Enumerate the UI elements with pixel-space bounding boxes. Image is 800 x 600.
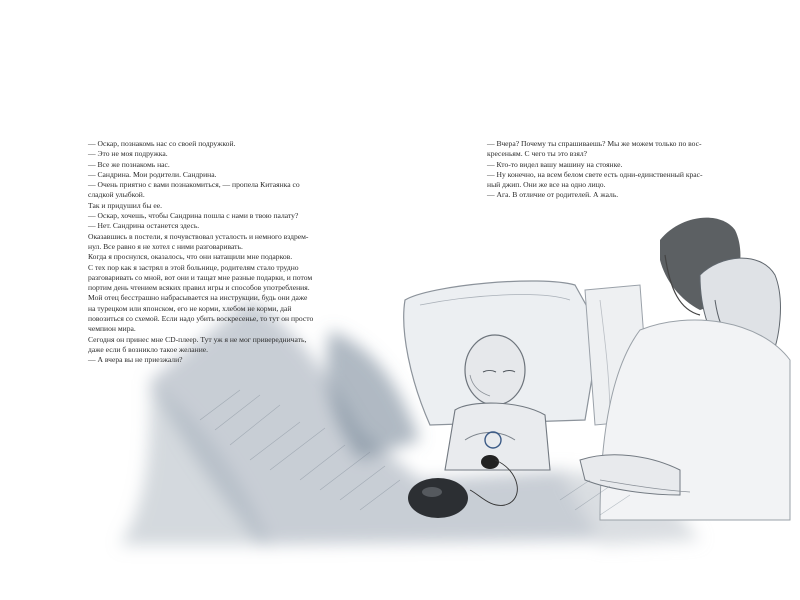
left-line: на турецком или японском, его не корми, хлебом не корми, дай [88,303,292,313]
left-line: нул. Все равно я не хотел с ними разговаривать. [88,241,243,251]
left-line: Оказавшись в постели, я почувствовал усталость и немного вздрем- [88,231,309,241]
left-line: — Нет. Сандрина останется здесь. [88,221,200,231]
left-line: разговаривать со мной, вот они и тащат мне разные подарки, и потом [88,272,313,282]
right-line: — Вчера? Почему ты спрашиваешь? Мы же можем только по вос- [487,139,702,148]
left-line: сладкой улыбкой. [88,190,145,200]
left-line: чемпион мира. [88,324,136,334]
left-line: портим день чтением всяких правил игры и способов употребления. [88,283,310,293]
left-line: даже если б возникло такое желание. [88,344,209,354]
right-text-column [487,139,747,201]
right-line: — Ага. В отличие от родителей. А жаль. [487,190,619,200]
left-line: — Все же познакомь нас. [88,159,170,169]
right-line: ный джип. Они же все на одно лицо. [487,180,606,190]
right-line: кресеньям. С чего ты это взял? [487,149,588,159]
left-line: — Очень приятно с вами познакомиться, — пропела Китаянка со [88,180,300,190]
left-line: — Оскар, познакомь нас со своей подружкой. [88,139,236,148]
left-line: С тех пор как я застрял в этой больнице, родителям стало трудно [88,262,299,272]
right-line: — Кто-то видел вашу машину на стоянке. [487,159,623,169]
left-line: — Это не моя подружка. [88,149,168,159]
left-line: повозиться со схемой. Если надо убить воскресенье, то тут он просто [88,314,314,324]
left-line: Так и придушил бы ее. [88,200,163,210]
left-line: — Сандрина. Мои родители. Сандрина. [88,169,217,179]
right-line: — Ну конечно, на всем белом свете есть одни-единственный крас- [487,169,703,179]
left-line: — Оскар, хочешь, чтобы Сандрина пошла с нами в твою палату? [88,211,299,221]
left-text-column [88,139,378,366]
left-line: — А вчера вы не приезжали? [88,355,183,365]
left-line: Когда я проснулся, оказалось, что они натащили мне подарков. [88,252,293,262]
left-line: Сегодня он принес мне CD-плеер. Тут уж я не мог привередничать, [88,334,307,344]
left-line: Мой отец бесстрашно набрасывается на инструкции, будь они даже [88,293,308,303]
